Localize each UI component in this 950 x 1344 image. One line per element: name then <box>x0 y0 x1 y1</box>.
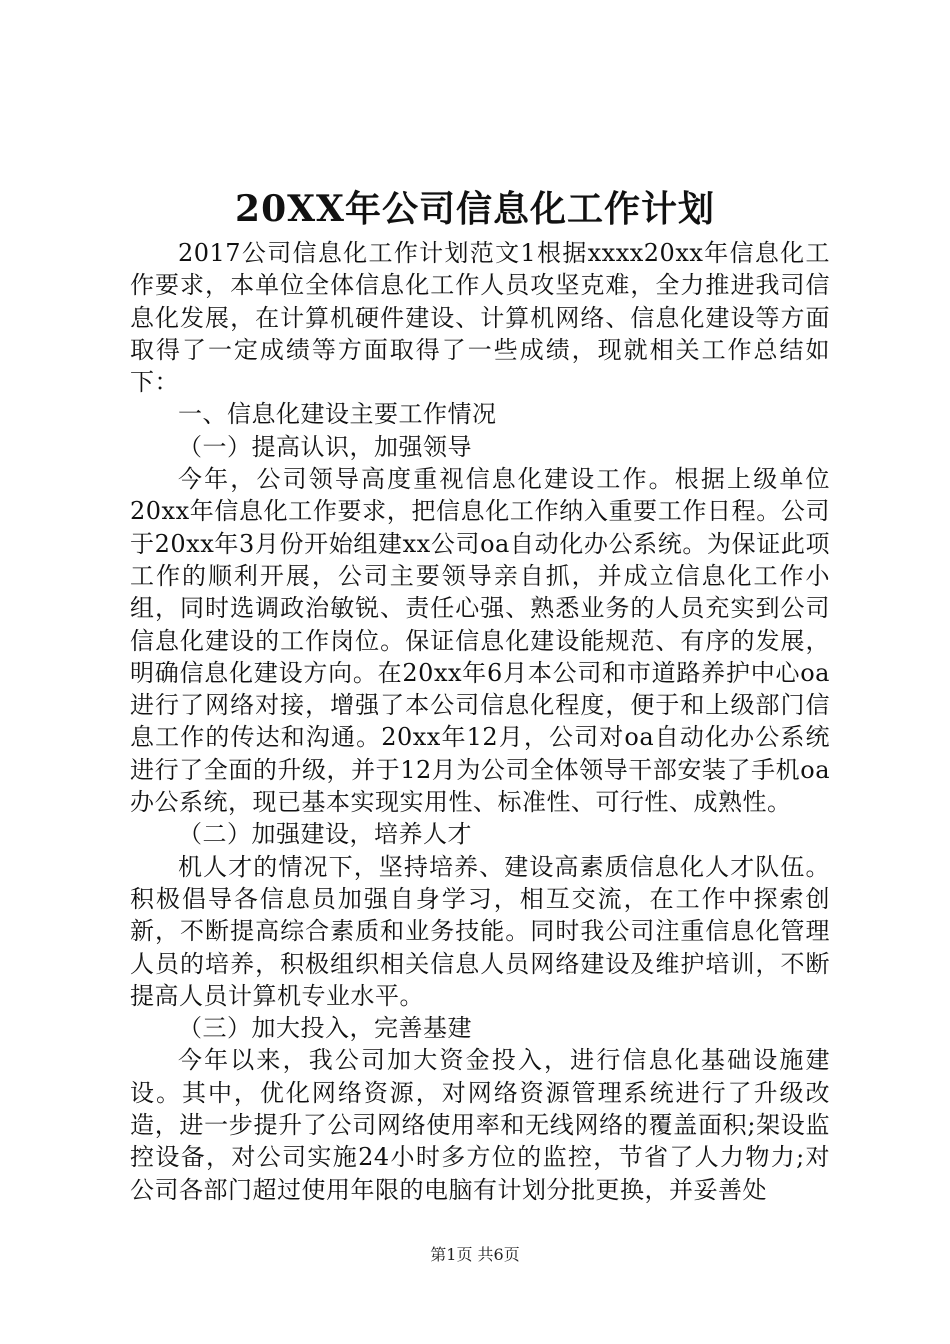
document-title: 20XX年公司信息化工作计划 <box>235 188 715 230</box>
subsection-heading: （二）加强建设，培养人才 <box>178 820 472 849</box>
paragraph: 机人才的情况下，坚持培养、建设高素质信息化人才队伍。积极倡导各信息员加强自身学习，相互交流，在工作中探索创新，不断提高综合素质和业务技能。同时我公司注重信息化管理人员的培养，积极组织相关信息人员网络建设及维护培训，不断提高人员计算机专业水平。 <box>130 852 830 1010</box>
subsection-heading: （一）提高认识，加强领导 <box>178 432 472 461</box>
document-body <box>130 237 830 1206</box>
paragraph-intro: 2017公司信息化工作计划范文1根据xxxx20xx年信息化工作要求，本单位全体信息化工作人员攻坚克难，全力推进我司信息化发展，在计算机硬件建设、计算机网络、信息化建设等方面取得了一定成绩等方面取得了一些成绩，现就相关工作总结如下： <box>130 239 830 397</box>
section-heading: 一、信息化建设主要工作情况 <box>178 400 497 429</box>
paragraph: 今年以来，我公司加大资金投入，进行信息化基础设施建设。其中，优化网络资源，对网络资源管理系统进行了升级改造，进一步提升了公司网络使用率和无线网络的覆盖面积;架设监控设备，对公司实施24小时多方位的监控，节省了人力物力;对公司各部门超过使用年限的电脑有计划分批更换，并妥善处 <box>130 1046 830 1204</box>
paragraph: 今年，公司领导高度重视信息化建设工作。根据上级单位20xx年信息化工作要求，把信息化工作纳入重要工作日程。公司于20xx年3月份开始组建xx公司oa自动化办公系统。为保证此项工作的顺利开展，公司主要领导亲自抓，并成立信息化工作小组，同时选调政治敏锐、责任心强、熟悉业务的人员充实到公司信息化建设的工作岗位。保证信息化建设能规范、有序的发展，明确信息化建设方向。在20xx年6月本公司和市道路养护中心oa进行了网络对接，增强了本公司信息化程度，便于和上级部门信息工作的传达和沟通。20xx年12月，公司对oa自动化办公系统进行了全面的升级，并于12月为公司全体领导干部安装了手机oa办公系统，现已基本实现实用性、标准性、可行性、成熟性。 <box>130 465 830 817</box>
page-footer: 第1页 共6页 <box>430 1245 520 1264</box>
subsection-heading: （三）加大投入，完善基建 <box>178 1014 472 1043</box>
